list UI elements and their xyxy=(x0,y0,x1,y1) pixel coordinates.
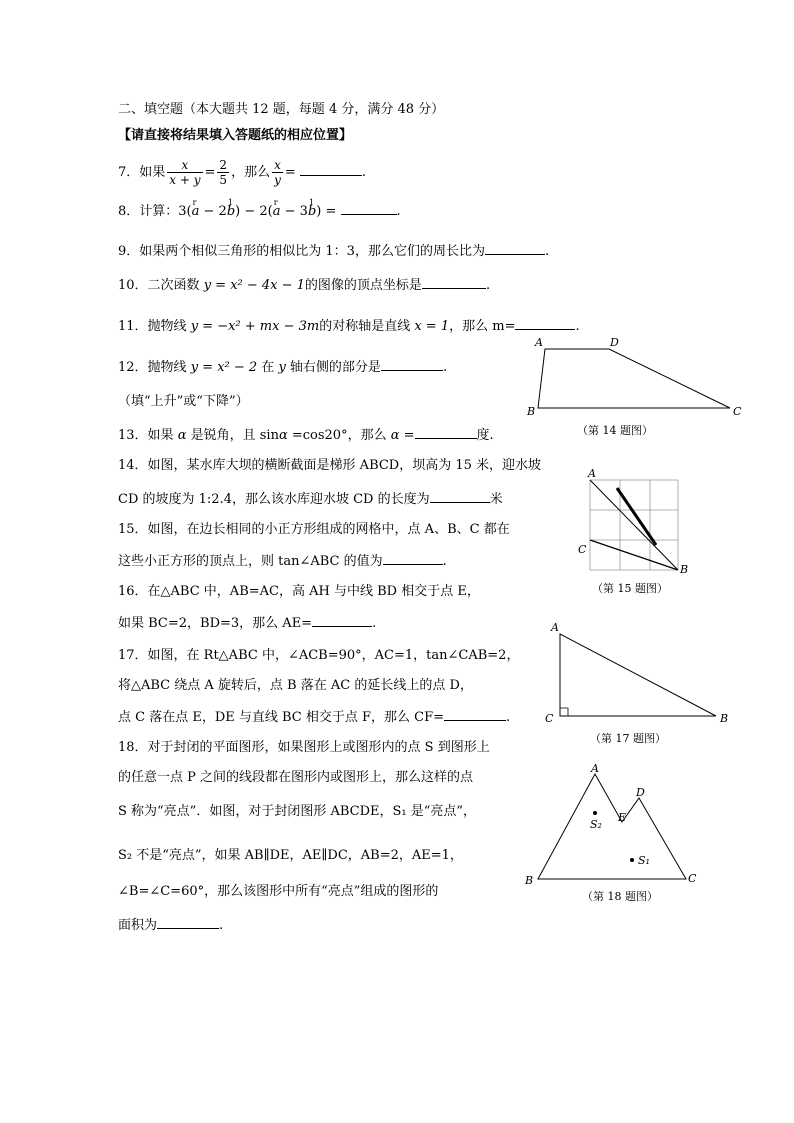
question-12-note: （填“上升”或“下降”） xyxy=(118,394,249,409)
figure-14-label-d: D xyxy=(610,336,619,349)
figure-17-label-c: C xyxy=(545,712,554,725)
section-instruction: 【请直接将结果填入答题纸的相应位置】 xyxy=(118,128,353,143)
answer-blank-13[interactable] xyxy=(415,424,477,439)
answer-blank-10[interactable] xyxy=(422,274,486,289)
answer-blank-15[interactable] xyxy=(383,550,443,565)
question-17-line-3: 点 C 落在点 E，DE 与直线 BC 相交于点 F，那么 CF= . xyxy=(118,706,510,728)
fraction-x-over-xy: $\frac{x}{x + y}$ xyxy=(169,158,201,187)
question-10: 10．二次函数 y = x² − 4x − 1的图像的顶点坐标是 . xyxy=(118,274,490,296)
answer-blank-9[interactable] xyxy=(485,240,545,255)
figure-14-label-c: C xyxy=(733,405,742,418)
question-9: 9．如果两个相似三角形的相似比为 1：3，那么它们的周长比为 . xyxy=(118,240,549,262)
figure-18-label-e: E xyxy=(618,811,627,824)
question-7: 7．如果 $\frac{x}{x + y}$ = $\frac{2}{5}$ ，那么 $\frac{x}{y}$ = . xyxy=(118,158,367,187)
figure-18-label-d: D xyxy=(636,786,645,799)
question-14-line-1: 14．如图，某水库大坝的横断截面是梯形 ABCD，坝高为 15 米，迎水坡 xyxy=(118,458,542,473)
answer-blank-7[interactable] xyxy=(300,161,362,176)
figure-17-label-b: B xyxy=(720,712,729,725)
figure-18-caption: （第 18 题图） xyxy=(582,890,658,903)
answer-blank-8[interactable] xyxy=(341,200,397,215)
figure-15-grid xyxy=(570,465,695,575)
figure-18-label-b: B xyxy=(525,874,534,887)
question-18-line-1: 18．对于封闭的平面图形，如果图形上或图形内的点 S 到图形上 xyxy=(118,740,490,755)
question-17-line-1: 17．如图，在 Rt△ABC 中，∠ACB=90°，AC=1，tan∠CAB=2， xyxy=(118,648,520,663)
fraction-2-over-5: $\frac{2}{5}$ xyxy=(219,158,228,187)
question-13: 13．如果 α 是锐角，且 sinα =cos20°，那么 α = 度. xyxy=(118,424,494,446)
figure-18-label-a: A xyxy=(591,762,599,775)
figure-14-trapezoid xyxy=(525,335,750,425)
figure-18-label-c: C xyxy=(688,872,697,885)
figure-17-triangle xyxy=(540,620,735,725)
figure-18-label-s2: S₂ xyxy=(590,818,602,831)
figure-14-label-a: A xyxy=(535,336,543,349)
question-18-line-3: S 称为“亮点”．如图，对于封闭图形 ABCDE，S₁ 是“亮点”， xyxy=(118,804,477,819)
question-18-line-4: S₂ 不是“亮点”，如果 AB∥DE，AE∥DC，AB=2，AE=1， xyxy=(118,848,463,863)
figure-15-caption: （第 15 题图） xyxy=(592,582,668,595)
figure-15-label-a: A xyxy=(588,467,596,480)
question-18-line-5: ∠B=∠C=60°，那么该图形中所有“亮点”组成的图形的 xyxy=(118,884,439,899)
answer-blank-16[interactable] xyxy=(312,612,372,627)
answer-blank-14[interactable] xyxy=(430,488,490,503)
question-12: 12．抛物线 y = x² − 2 在 y 轴右侧的部分是 . xyxy=(118,356,447,378)
section-title: 二、填空题（本大题共 12 题，每题 4 分，满分 48 分） xyxy=(118,102,445,117)
question-16-line-2: 如果 BC=2，BD=3，那么 AE= . xyxy=(118,612,376,634)
figure-18-label-s1: S₁ xyxy=(638,854,650,867)
answer-blank-18[interactable] xyxy=(157,914,219,929)
question-15-line-2: 这些小正方形的顶点上，则 tan∠ABC 的值为 . xyxy=(118,550,447,572)
figure-18-shape xyxy=(520,762,710,887)
figure-15-label-c: C xyxy=(578,543,587,556)
question-15-line-1: 15．如图，在边长相同的小正方形组成的网格中，点 A、B、C 都在 xyxy=(118,522,510,537)
question-14-line-2: CD 的坡度为 1:2.4，那么该水库迎水坡 CD 的长度为 米 xyxy=(118,488,503,510)
question-17-line-2: 将△ABC 绕点 A 旋转后，点 B 落在 AC 的延长线上的点 D， xyxy=(118,678,473,693)
figure-15-label-b: B xyxy=(680,563,689,575)
question-18-line-2: 的任意一点 P 之间的线段都在图形内或图形上，那么这样的点 xyxy=(118,770,474,785)
figure-14-caption: （第 14 题图） xyxy=(577,424,653,437)
answer-blank-12[interactable] xyxy=(381,356,443,371)
figure-14-label-b: B xyxy=(527,405,536,418)
question-11: 11．抛物线 y = −x² + mx − 3m的对称轴是直线 x = 1，那么 m= . xyxy=(118,315,580,337)
question-8: 8．计算：3(r a − 21 b) − 2(r a − 31 b) = . xyxy=(118,200,401,222)
answer-blank-11[interactable] xyxy=(515,315,575,330)
question-18-line-6: 面积为 . xyxy=(118,914,223,936)
question-16-line-1: 16．在△ABC 中，AB=AC，高 AH 与中线 BD 相交于点 E， xyxy=(118,584,480,599)
figure-17-caption: （第 17 题图） xyxy=(590,732,666,745)
fraction-x-over-y: $\frac{x}{y}$ xyxy=(274,158,281,187)
answer-blank-17[interactable] xyxy=(444,706,506,721)
figure-17-label-a: A xyxy=(551,621,559,634)
